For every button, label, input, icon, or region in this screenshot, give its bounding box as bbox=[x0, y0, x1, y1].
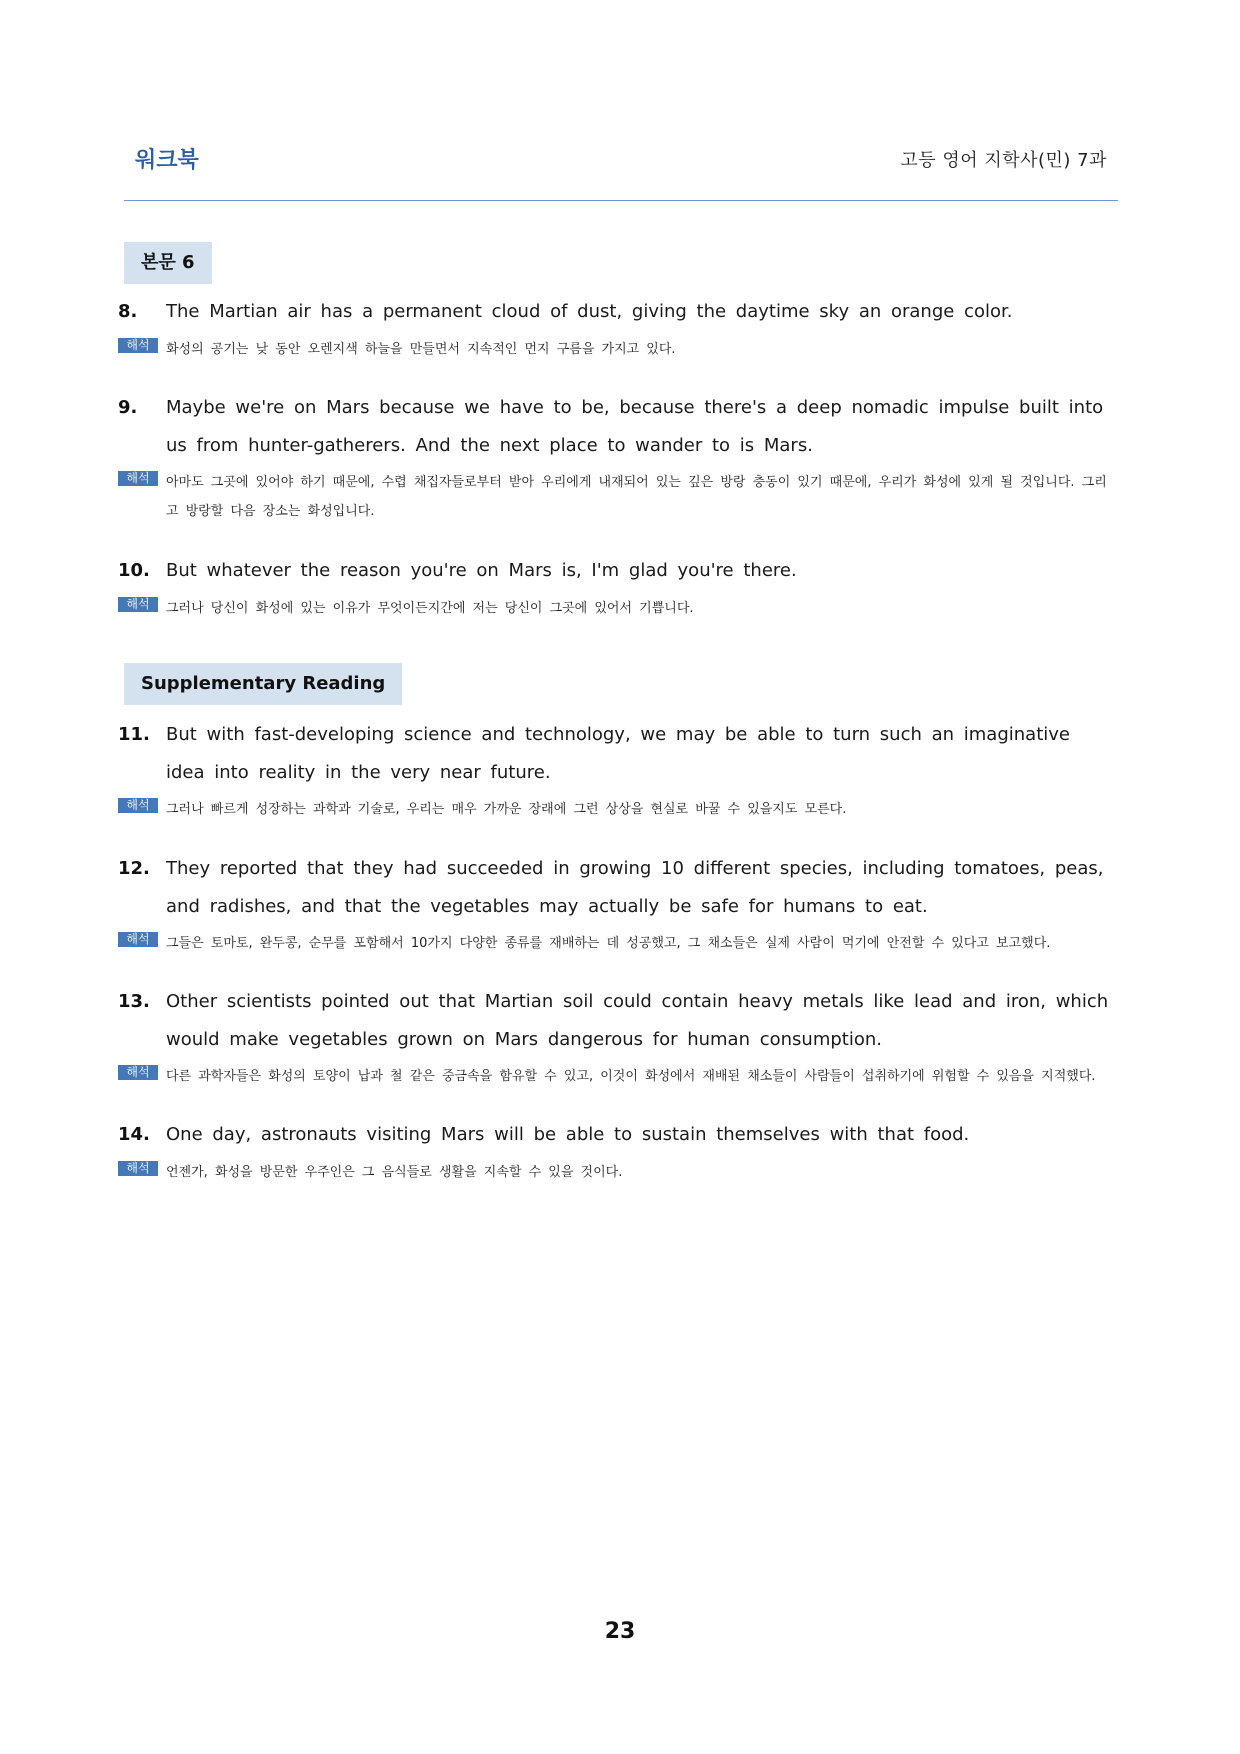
header-workbook-title: 워크북 bbox=[135, 148, 199, 173]
sentence-number: 12. bbox=[118, 858, 150, 879]
page-number: 23 bbox=[604, 1619, 636, 1644]
sentence-number: 13. bbox=[118, 991, 150, 1012]
korean-translation: 그들은 토마토, 완두콩, 순무를 포함해서 10가지 다양한 종류를 재배하는 데 성공했고, 그 채소들은 실제 사람이 먹기에 안전할 수 있다고 보고했다. bbox=[166, 936, 1051, 951]
english-sentence: But whatever the reason you're on Mars is, I'm glad you're there. bbox=[166, 560, 797, 581]
translation-badge: 해석 bbox=[118, 597, 158, 612]
sentence-item bbox=[118, 552, 1118, 623]
english-sentence: But with fast-developing science and technology, we may be able to turn such an imaginative idea into reality in the very near future. bbox=[166, 724, 1070, 783]
english-sentence: They reported that they had succeeded in growing 10 different species, including tomatoes, peas, and radishes, and that the vegetables may actually be safe for humans to eat. bbox=[166, 858, 1104, 917]
translation-block bbox=[118, 1062, 1118, 1091]
translation-block bbox=[118, 468, 1118, 526]
korean-translation: 그러나 빠르게 성장하는 과학과 기술로, 우리는 매우 가까운 장래에 그런 상상을 현실로 바꿀 수 있을지도 모른다. bbox=[166, 802, 847, 817]
korean-translation: 다른 과학자들은 화성의 토양이 납과 철 같은 중금속을 함유할 수 있고, 이것이 화성에서 재배된 채소들이 사람들이 섭취하기에 위험할 수 있음을 지적했다. bbox=[166, 1069, 1096, 1084]
sentence-item bbox=[118, 716, 1118, 824]
sentence-number: 10. bbox=[118, 560, 150, 581]
translation-block bbox=[118, 929, 1118, 958]
translation-block bbox=[118, 335, 1118, 364]
header-course-title: 고등 영어 지학사(민) 7과 bbox=[900, 150, 1107, 171]
sentence-number: 14. bbox=[118, 1124, 150, 1145]
translation-badge: 해석 bbox=[118, 1065, 158, 1080]
sentence-number: 11. bbox=[118, 724, 150, 745]
sentence-item bbox=[118, 1116, 1118, 1187]
section-label-supplementary: Supplementary Reading bbox=[124, 663, 402, 705]
sentence-item bbox=[118, 389, 1118, 526]
translation-badge: 해석 bbox=[118, 1161, 158, 1176]
section-label-main-text: 본문 6 bbox=[124, 242, 212, 284]
translation-badge: 해석 bbox=[118, 338, 158, 353]
translation-block bbox=[118, 594, 1118, 623]
english-sentence: One day, astronauts visiting Mars will be able to sustain themselves with that food. bbox=[166, 1124, 970, 1145]
korean-translation: 그러나 당신이 화성에 있는 이유가 무엇이든지간에 저는 당신이 그곳에 있어서 기쁩니다. bbox=[166, 600, 694, 616]
korean-translation: 아마도 그곳에 있어야 하기 때문에, 수렵 채집자들로부터 받아 우리에게 내재되어 있는 깊은 방랑 충동이 있기 때문에, 우리가 화성에 있게 될 것입니다. 그리고 방랑할 다음 장소는 화성입니다. bbox=[166, 475, 1107, 519]
korean-translation: 화성의 공기는 낮 동안 오렌지색 하늘을 만들면서 지속적인 먼지 구름을 가지고 있다. bbox=[166, 341, 676, 357]
sentence-number: 8. bbox=[118, 301, 138, 322]
sentence-number: 9. bbox=[118, 397, 138, 418]
header-divider bbox=[124, 200, 1118, 201]
translation-block bbox=[118, 1158, 1118, 1187]
translation-badge: 해석 bbox=[118, 798, 158, 813]
korean-translation: 언젠가, 화성을 방문한 우주인은 그 음식들로 생활을 지속할 수 있을 것이다. bbox=[166, 1164, 623, 1180]
translation-badge: 해석 bbox=[118, 932, 158, 947]
sentence-item bbox=[118, 850, 1118, 958]
english-sentence: Maybe we're on Mars because we have to be, because there's a deep nomadic impulse built into us from hunter-gatherers. And the next place to wander to is Mars. bbox=[166, 397, 1104, 456]
sentence-item bbox=[118, 983, 1118, 1091]
english-sentence: Other scientists pointed out that Martian soil could contain heavy metals like lead and iron, which would make vegetables grown on Mars dangerous for human consumption. bbox=[166, 991, 1109, 1050]
translation-badge: 해석 bbox=[118, 471, 158, 486]
translation-block bbox=[118, 795, 1118, 824]
sentence-item bbox=[118, 293, 1118, 364]
english-sentence: The Martian air has a permanent cloud of dust, giving the daytime sky an orange color. bbox=[166, 301, 1013, 322]
